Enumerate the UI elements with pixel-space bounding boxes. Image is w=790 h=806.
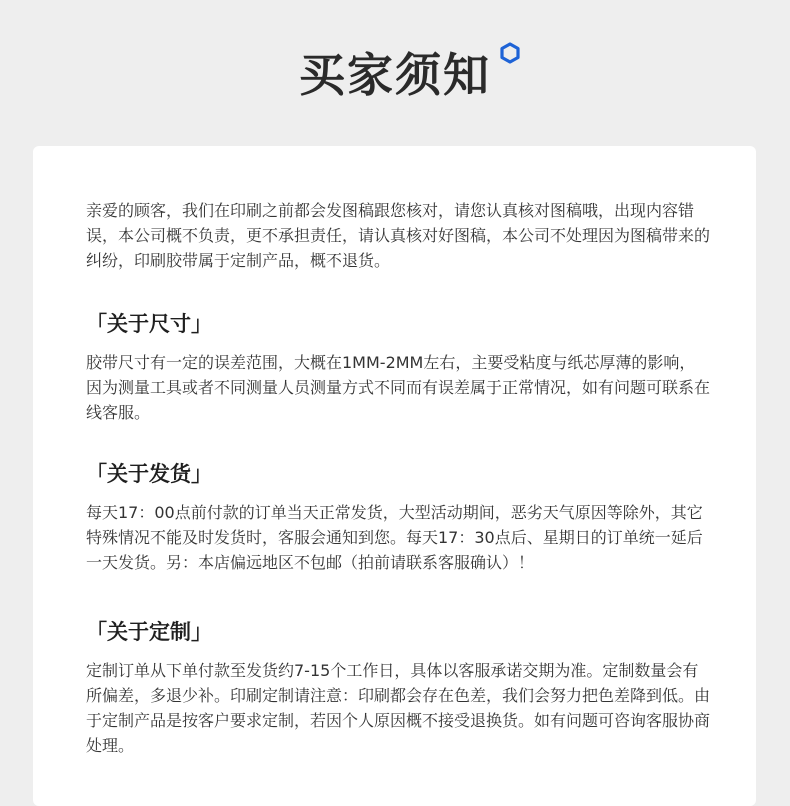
section-heading: 「关于发货」 [86, 462, 212, 486]
section-body: 胶带尺寸有一定的误差范围，大概在1MM-2MM左右，主要受粘度与纸芯厚薄的影响，因为测量工具或者不同测量人员测量方式不同而有误差属于正常情况，如有问题可联系在线客服。 [86, 353, 711, 422]
section-custom [86, 618, 711, 758]
hexagon-icon [499, 42, 521, 64]
intro-paragraph: 亲爱的顾客，我们在印刷之前都会发图稿跟您核对，请您认真核对图稿哦，出现内容错误，本公司概不负责，更不承担责任，请认真核对好图稿，本公司不处理因为图稿带来的纠纷，印刷胶带属于定制产品，概不退货。 [86, 201, 711, 270]
title-wrap [299, 44, 491, 106]
notice-card [33, 146, 756, 806]
section-body: 定制订单从下单付款至发货约7-15个工作日，具体以客服承诺交期为准。定制数量会有所偏差，多退少补。印刷定制请注意：印刷都会存在色差，我们会努力把色差降到低。由于定制产品是按客户要求定制，若因个人原因概不接受退换货。如有问题可咨询客服协商处理。 [86, 661, 711, 755]
page-title: 买家须知 [299, 48, 491, 102]
section-heading: 「关于尺寸」 [86, 312, 212, 336]
page-title-block [0, 44, 790, 106]
section-shipping [86, 460, 711, 575]
section-body: 每天17：00点前付款的订单当天正常发货，大型活动期间，恶劣天气原因等除外，其它特殊情况不能及时发货时，客服会通知到您。每天17：30点后、星期日的订单统一延后一天发货。另：本店偏远地区不包邮（拍前请联系客服确认）！ [86, 503, 703, 572]
section-size [86, 310, 711, 425]
section-heading: 「关于定制」 [86, 620, 212, 644]
